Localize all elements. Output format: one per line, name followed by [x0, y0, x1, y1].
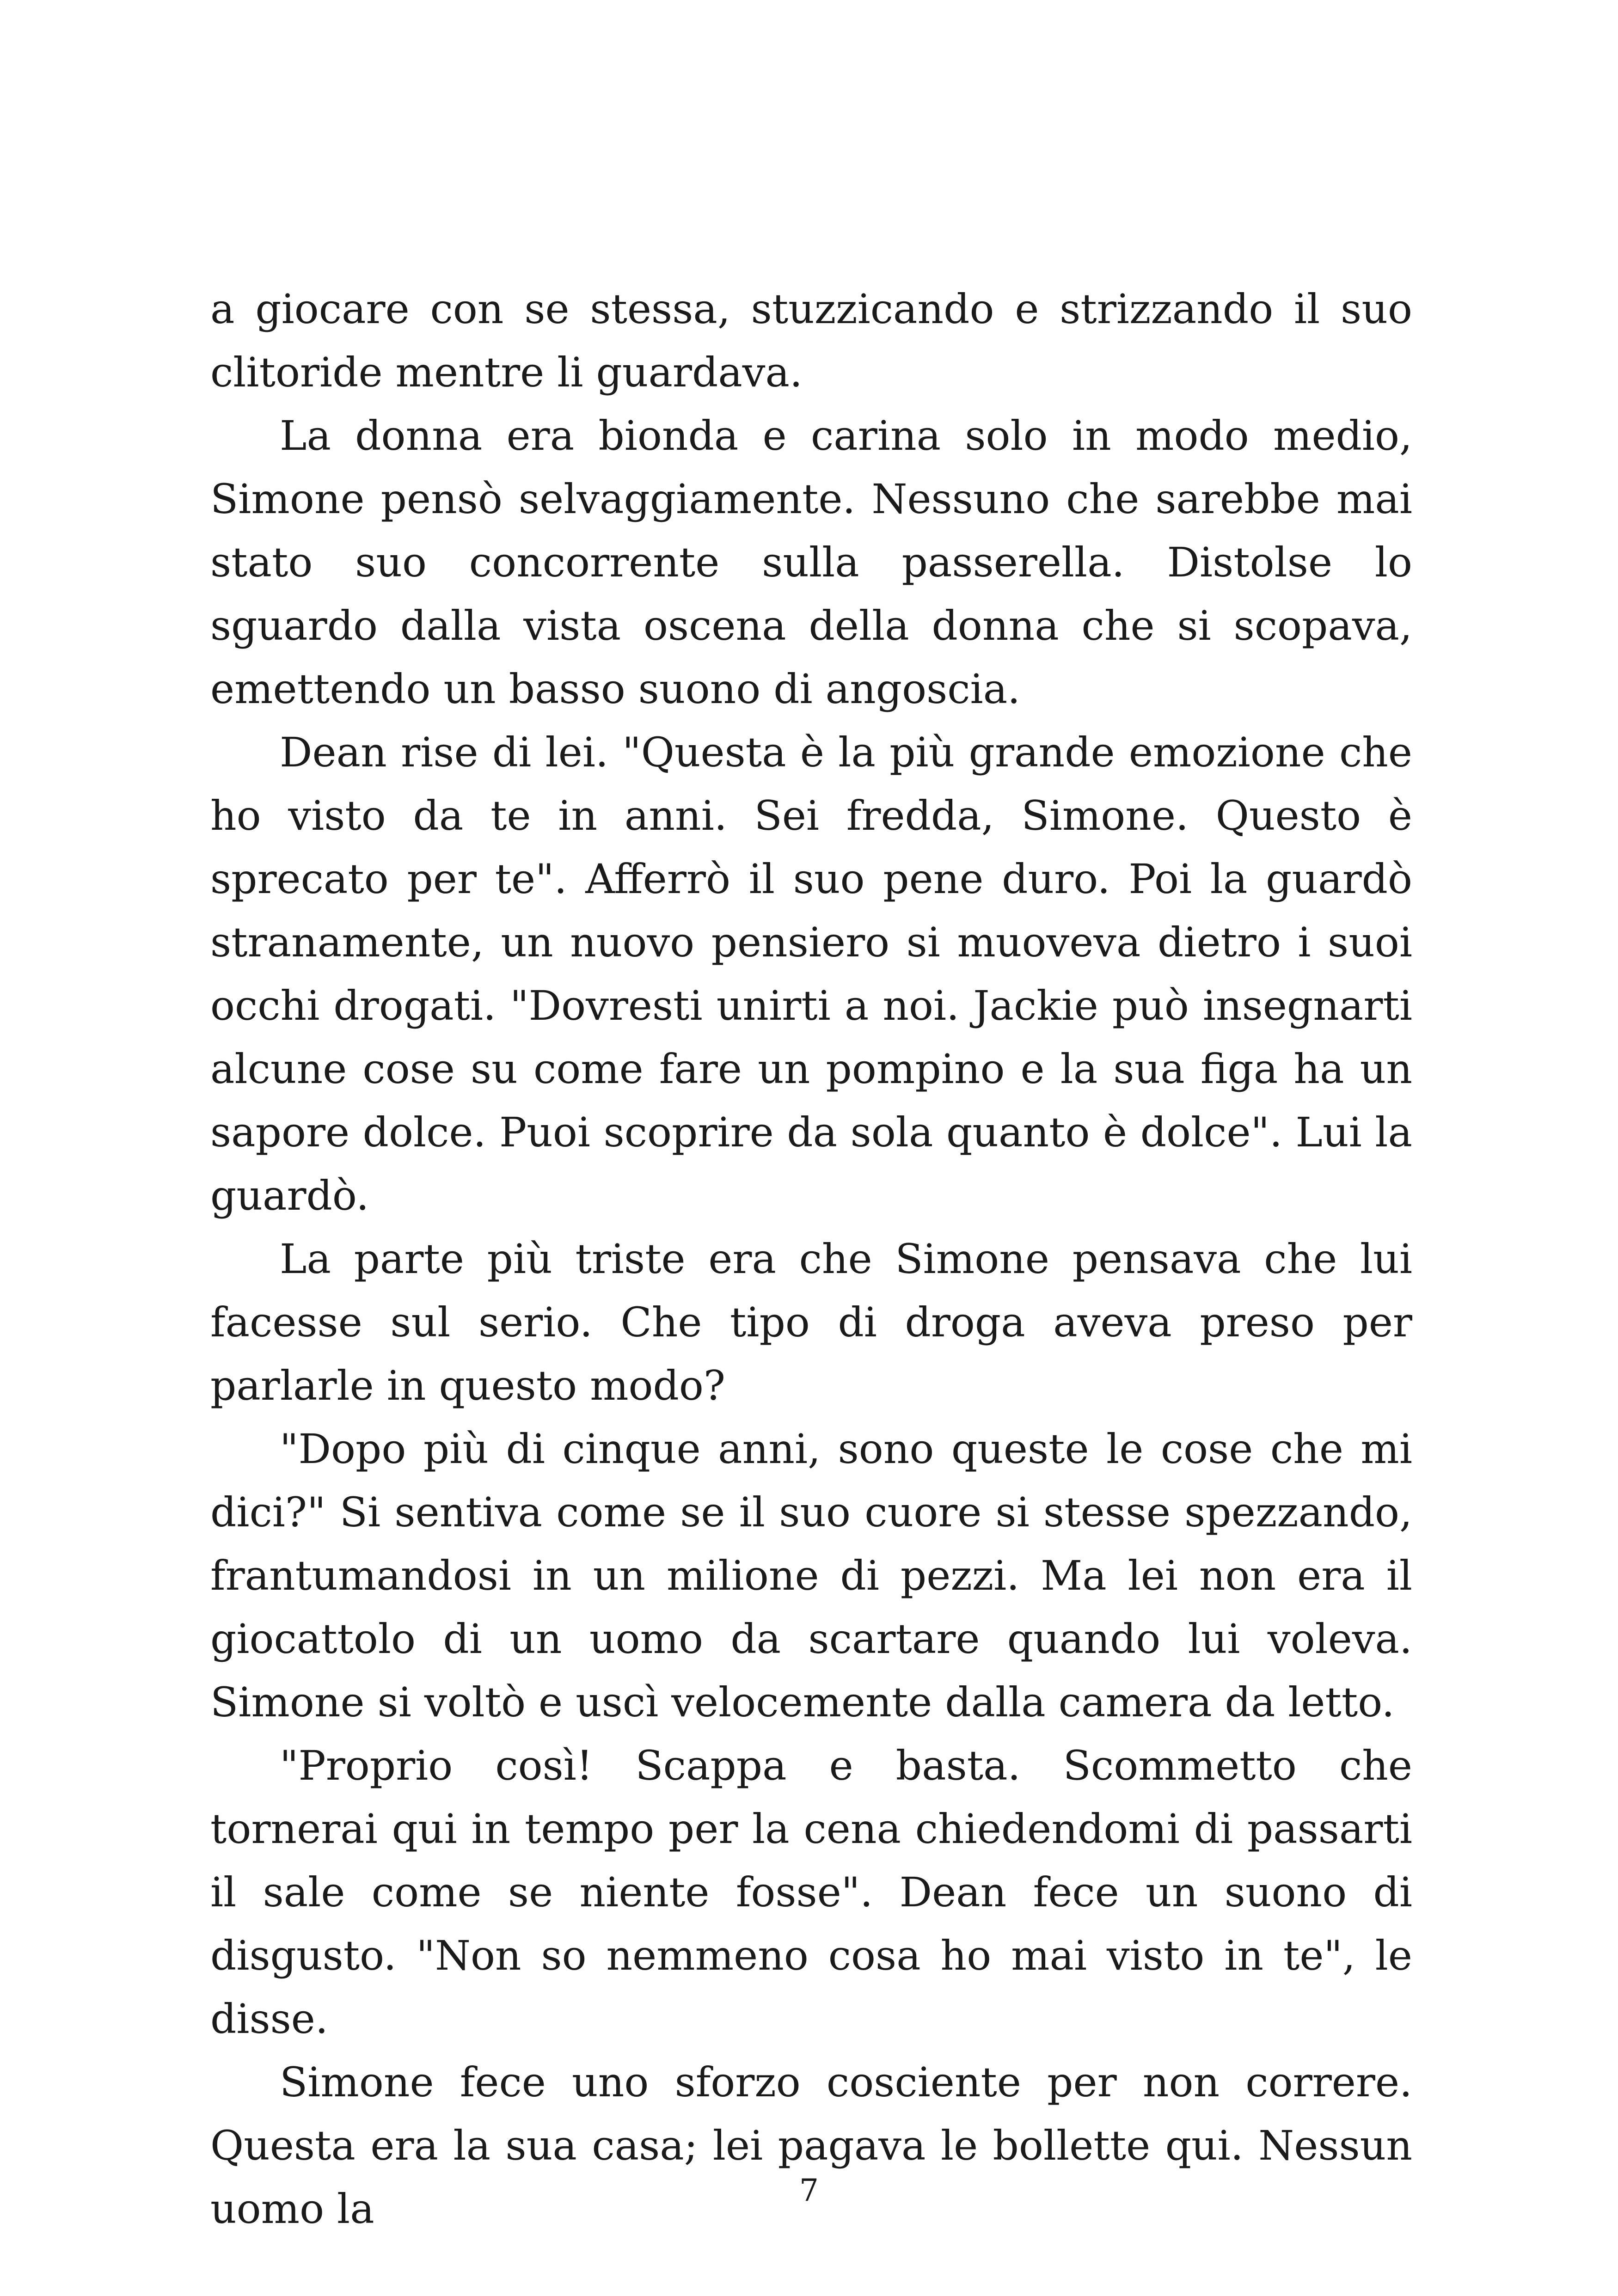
paragraph: Simone fece uno sforzo cosciente per non correre. Questa era la sua casa; lei pagava le bollette qui. Nessun uomo la [210, 2058, 1412, 2233]
paragraph: La parte più triste era che Simone pensava che lui facesse sul serio. Che tipo di droga aveva preso per parlarle in questo modo? [210, 1235, 1412, 1409]
paragraph: Dean rise di lei. "Questa è la più grande emozione che ho visto da te in anni. Sei fredda, Simone. Questo è sprecato per te". Afferrò il suo pene duro. Poi la guardò stranamente, un nuovo pensiero si muoveva dietro i suoi occhi drogati. "Dovresti unirti a noi. Jackie può insegnarti alcune cose su come fare un pompino e la sua figa ha un sapore dolce. Puoi scoprire da sola quanto è dolce". Lui la guardò. [210, 729, 1412, 1219]
paragraph: La donna era bionda e carina solo in modo medio, Simone pensò selvaggiamente. Nessuno che sarebbe mai stato suo concorrente sulla passerella. Distolse lo sguardo dalla vista oscena della donna che si scopava, emettendo un basso suono di angoscia. [210, 412, 1412, 713]
paragraph: a giocare con se stessa, stuzzicando e strizzando il suo clitoride mentre li guardava. [210, 285, 1412, 396]
page-number: 7 [799, 2173, 819, 2208]
paragraph: "Dopo più di cinque anni, sono queste le cose che mi dici?" Si sentiva come se il suo cuore si stesse spezzando, frantumandosi in un milione di pezzi. Ma lei non era il giocattolo di un uomo da scartare quando lui voleva. Simone si voltò e uscì velocemente dalla camera da letto. [210, 1425, 1412, 1726]
paragraph: "Proprio così! Scappa e basta. Scommetto che tornerai qui in tempo per la cena chiedendomi di passarti il sale come se niente fosse". Dean fece un suono di disgusto. "Non so nemmeno cosa ho mai visto in te", le disse. [210, 1742, 1412, 2043]
body-text [210, 277, 1412, 2241]
